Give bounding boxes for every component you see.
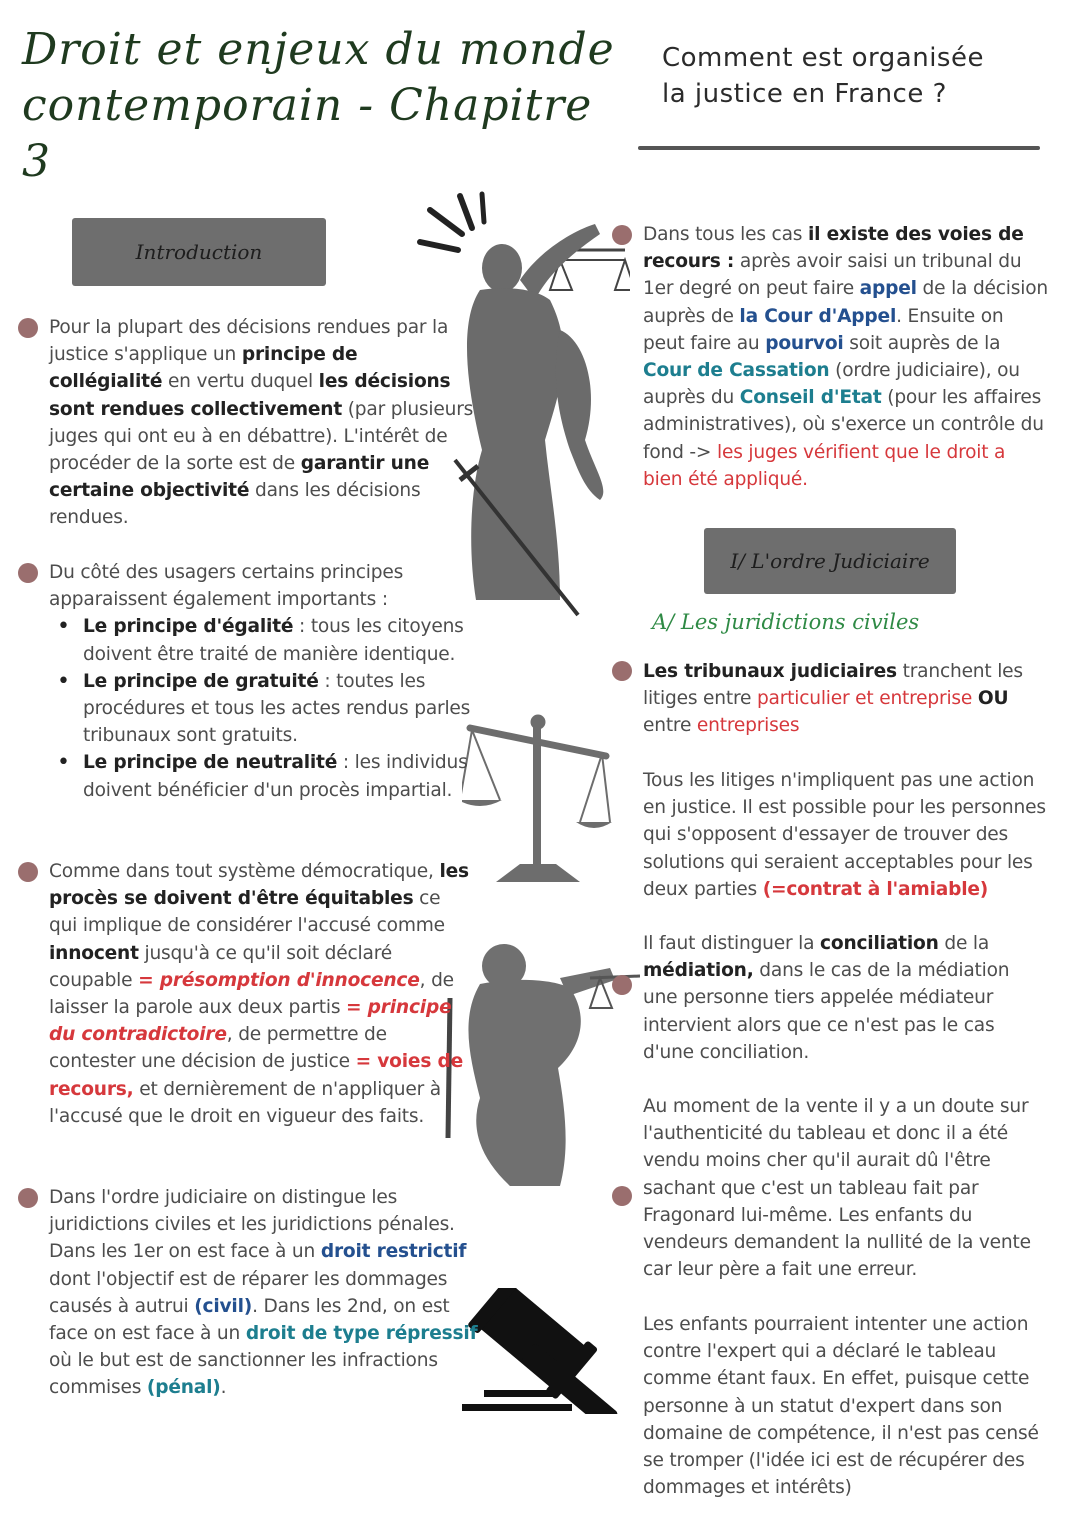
- expert-action-paragraph: Les enfants pourraient intenter une action contre l'expert qui a déclaré le tableau comme étant faux. En effet, puisque cette personne à un statut d'expert dans son domaine de compétence, il n'est pas censé se tromper (l'idée ici est de récupérer des dommages et intérêts): [643, 1314, 1039, 1499]
- text-run-highlight: = voies de recours,: [49, 1051, 463, 1100]
- tribunaux-judiciaires-paragraph: [643, 658, 1043, 740]
- text-run-bold: Les tribunaux judiciaires: [643, 661, 897, 682]
- text-run: Dans l'ordre judiciaire on distingue les juridictions civiles et les juridictions pénales. Dans les 1er on est face à un: [49, 1187, 455, 1263]
- collegialite-paragraph: [49, 314, 474, 532]
- text-run: où le but est de sanctionner les infractions commises: [49, 1350, 438, 1399]
- text-run-highlight: pourvoi: [765, 332, 844, 354]
- header-divider: [638, 146, 1040, 150]
- text-run: Comme dans tout système démocratique,: [49, 861, 440, 882]
- text-run: soit auprès de la: [843, 332, 1001, 354]
- text-run: en vertu duquel: [162, 371, 319, 393]
- bullet-dot: [612, 975, 632, 995]
- text-run: Du côté des usagers certains principes apparaissent également importants :: [49, 562, 404, 611]
- text-run: ce qui implique de considérer l'accusé comme: [49, 888, 445, 937]
- title-line-2: contemporain - Chapitre 3: [22, 80, 593, 187]
- text-run-highlight: appel: [859, 278, 917, 300]
- text-run-bold: OU: [977, 688, 1009, 710]
- text-run-highlight: la Cour d'Appel: [739, 305, 897, 327]
- text-run-bold: il existe des voies de recours :: [643, 224, 1024, 273]
- text-run: entre: [643, 715, 697, 737]
- text-run: (ordre judiciaire), ou auprès du: [643, 360, 1020, 409]
- list-item: [49, 749, 474, 803]
- bullet-dot: [612, 1186, 632, 1206]
- text-run: . Dans les 2nd, on est face on est face à un: [49, 1295, 450, 1345]
- gavel-icon: [462, 1288, 628, 1414]
- text-run: (par plusieurs juges qui ont eu à en débattre). L'intérêt de procéder de la sorte est de: [49, 398, 474, 475]
- scales-of-justice-illustration: [462, 712, 612, 884]
- text-run: Tous les litiges n'impliquent pas une action en justice. Il est possible pour les personnes qui s'opposent d'essayer de trouver des solutions qui seraient acceptables pour les deux parties: [643, 770, 1046, 900]
- text-run-bold: Le principe d'égalité: [83, 616, 294, 638]
- text-run-bold: médiation,: [643, 960, 754, 982]
- text-run-bold: conciliation: [820, 933, 939, 954]
- text-run-highlight: Cour de Cassation: [643, 360, 830, 382]
- text-run: , de laisser la parole aux deux partis: [49, 969, 454, 1019]
- fragonard-example-paragraph: Au moment de la vente il y a un doute sur l'authenticité du tableau et donc il a été vendu moins cher qu'il aurait dû l'être sachant que c'est un tableau fait par Fragonard lui-même. Les enfants du vendeurs demandent la nullité de la vente car leur père a fait une erreur.: [643, 1096, 1031, 1281]
- introduction-label: Introduction: [135, 240, 263, 264]
- text-run-highlight: Conseil d'Etat: [739, 387, 882, 409]
- text-run-highlight: les juges vérifient que le droit a bien été appliqué.: [643, 441, 1006, 490]
- text-run: Pour la plupart des décisions rendues par la justice s'applique un: [49, 317, 449, 366]
- list-item: [49, 613, 474, 667]
- text-run-highlight: (pénal): [146, 1377, 221, 1399]
- text-run-bold: Le principe de neutralité: [83, 752, 338, 774]
- text-run-bold: les procès se doivent d'être équitables: [49, 861, 469, 910]
- conciliation-mediation-paragraph: [643, 930, 1048, 1066]
- text-run-highlight: entreprises: [696, 715, 800, 737]
- amiable-paragraph: [643, 767, 1048, 903]
- bullet-dot: [18, 318, 38, 338]
- ordre-judiciaire-label: I/ L'ordre Judiciaire: [730, 549, 930, 573]
- voies-recours-paragraph: [643, 221, 1048, 493]
- introduction-label-box: [72, 218, 326, 286]
- bullet-dot: [18, 1188, 38, 1208]
- text-run-highlight: (civil): [194, 1295, 253, 1317]
- text-run: : les individus doivent bénéficier d'un procès impartial.: [83, 752, 468, 801]
- text-run-highlight: = principe du contradictoire: [49, 997, 452, 1046]
- text-run-bold: innocent: [49, 942, 139, 964]
- page-question: [662, 40, 1062, 112]
- text-run: de la: [938, 933, 990, 954]
- principes-list: [49, 613, 474, 803]
- text-run: après avoir saisi un tribunal du 1er degré on peut faire: [643, 251, 1022, 300]
- principes-usagers-paragraph: [49, 559, 474, 804]
- civiles-penales-paragraph: [49, 1184, 479, 1402]
- text-run: .: [220, 1377, 227, 1399]
- text-run: jusqu'à ce qu'il soit déclaré coupable: [49, 942, 392, 991]
- question-line-1: Comment est organisée: [662, 43, 984, 73]
- text-run: dont l'objectif est de réparer les dommages causés à autrui: [49, 1268, 448, 1317]
- text-run: de la décision auprès de: [643, 278, 1048, 327]
- ordre-judiciaire-label-box: [704, 528, 956, 594]
- text-run-highlight: = présomption d'innocence: [138, 969, 420, 991]
- text-run-bold: principe de collégialité: [49, 344, 358, 393]
- text-run: . Ensuite on peut faire au: [643, 305, 1004, 354]
- bullet-dot: [612, 661, 632, 681]
- text-run: tranchent les litiges entre: [643, 661, 1023, 710]
- text-run: Dans tous les cas: [643, 224, 808, 245]
- proces-equitables-paragraph: [49, 858, 474, 1130]
- list-item: [49, 668, 474, 750]
- juridictions-civiles-heading: A/ Les juridictions civiles: [652, 610, 920, 634]
- page-title: [22, 22, 622, 190]
- text-run: dans le cas de la médiation une personne tiers appelée médiateur intervient alors que ce n'est pas le cas d'une conciliation.: [643, 960, 1010, 1063]
- text-run: : toutes les procédures et tous les actes rendus parles tribunaux sont gratuits.: [83, 670, 471, 747]
- text-run-highlight: particulier et entreprise: [756, 688, 973, 710]
- text-run-bold: Le principe de gratuité: [83, 670, 319, 692]
- bullet-dot: [612, 225, 632, 245]
- text-run: (pour les affaires administratives), où s'exerce un contrôle du fond ->: [643, 387, 1044, 463]
- text-run-bold: les décisions sont rendues collectivement: [49, 371, 451, 420]
- title-line-1: Droit et enjeux du monde: [22, 24, 615, 75]
- bullet-dot: [18, 862, 38, 882]
- text-run: dans les décisions rendues.: [49, 480, 421, 529]
- text-run-highlight: droit de type répressif: [245, 1323, 478, 1345]
- text-run-highlight: (=contrat à l'amiable): [762, 878, 989, 900]
- text-run: , de permettre de contester une décision de justice: [49, 1024, 387, 1073]
- text-run-bold: garantir une certaine objectivité: [49, 453, 430, 502]
- text-run-highlight: droit restrictif: [320, 1241, 467, 1263]
- text-run: et dernièrement de n'appliquer à l'accusé que le droit en vigueur des faits.: [49, 1078, 441, 1127]
- bullet-dot: [18, 563, 38, 583]
- text-run: : tous les citoyens doivent être traité de manière identique.: [83, 616, 464, 665]
- question-line-2: la justice en France ?: [662, 79, 947, 109]
- text-run: Il faut distinguer la: [643, 933, 821, 954]
